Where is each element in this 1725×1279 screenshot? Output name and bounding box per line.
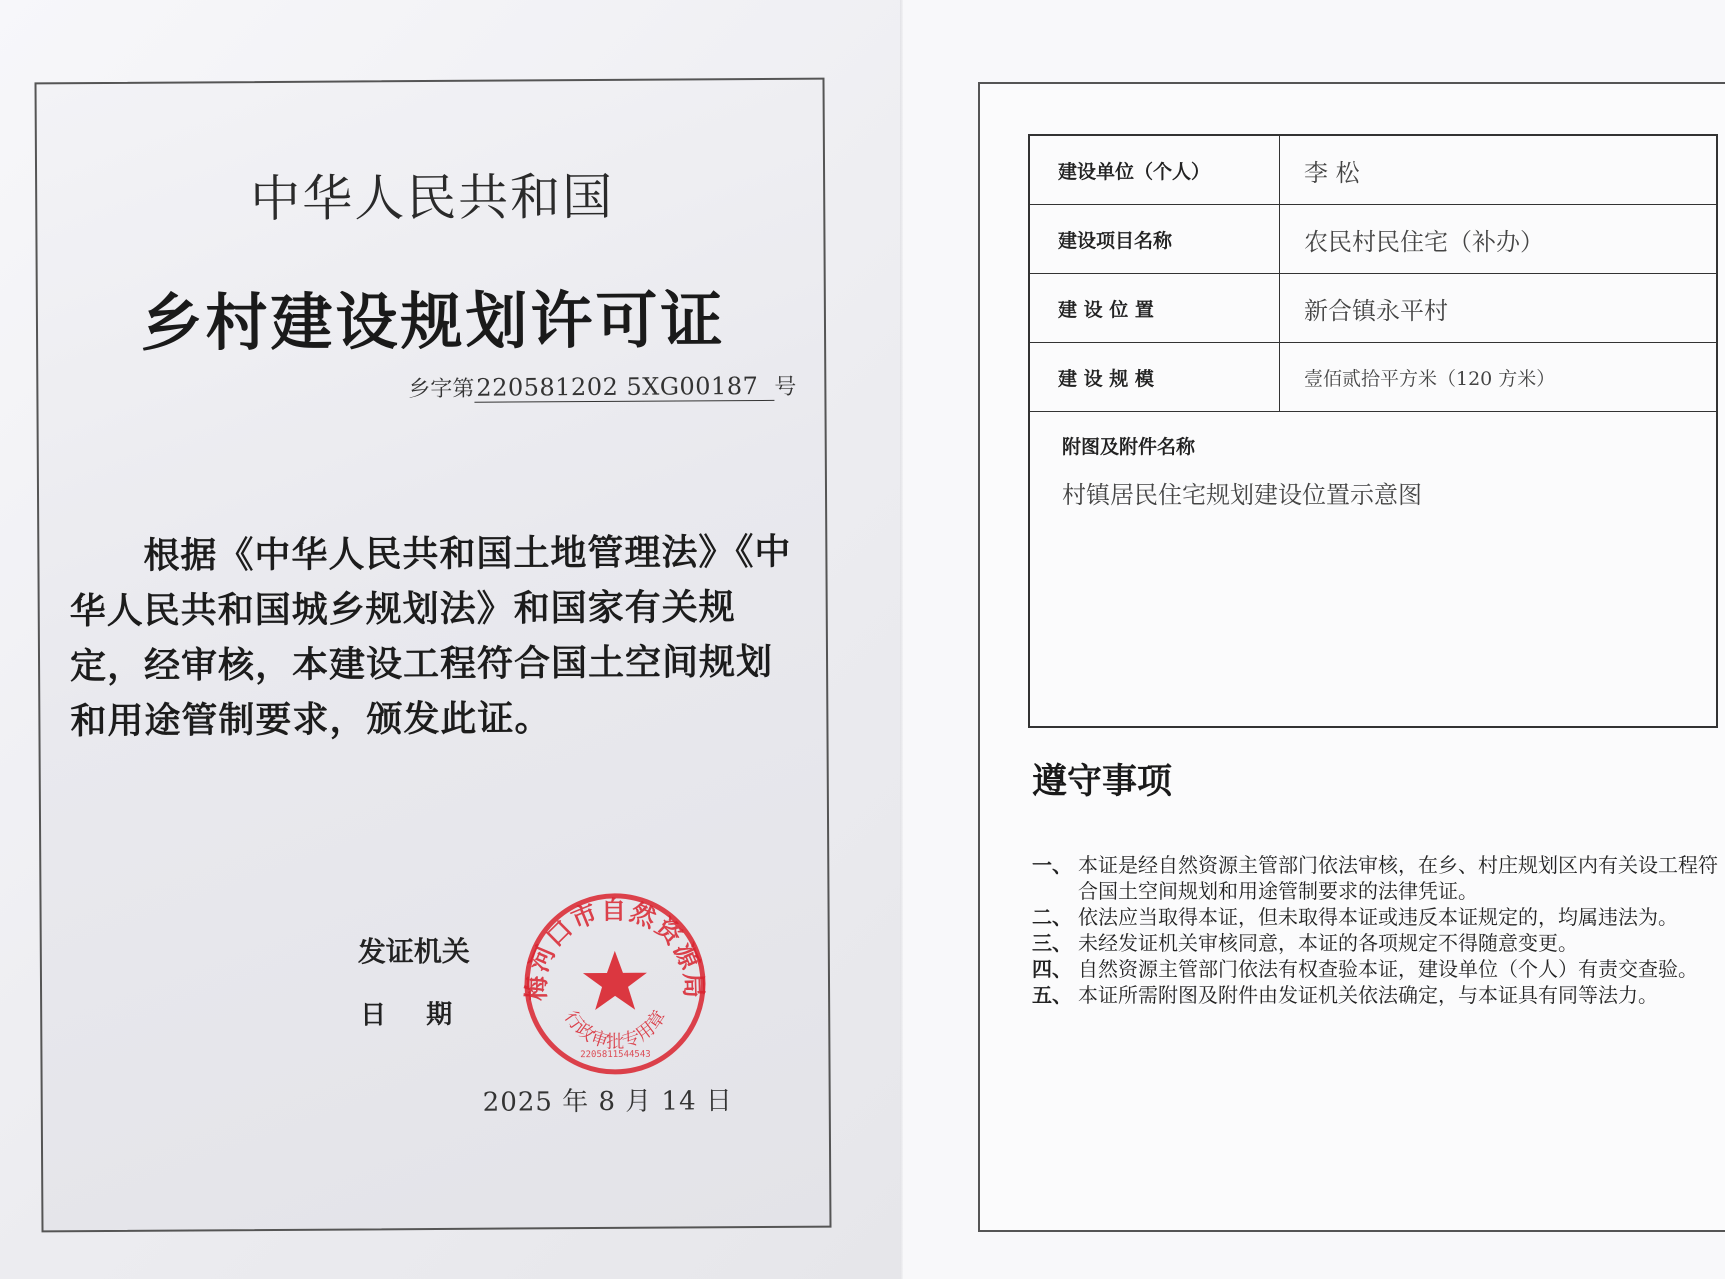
issuer-label: 发证机关 (357, 934, 470, 969)
certificate-number-value: 220581202 5XG00187 (474, 372, 774, 403)
table-row (1029, 412, 1717, 728)
list-item (1032, 982, 1725, 1008)
project-info-table (1028, 134, 1718, 728)
rules-list (1032, 852, 1725, 1008)
certificate-number-suffix: 号 (774, 374, 797, 400)
certificate-title: 乡村建设规划许可证 (140, 283, 726, 360)
table-row (1029, 135, 1717, 205)
rule-text: 自然资源主管部门依法有权查验本证，建设单位（个人）有责交查验。 (1078, 957, 1698, 981)
certificate-body-text: 根据《中华人民共和国土地管理法》《中华人民共和国城乡规划法》和国家有关规定，经审核，本建设工程符合国土空间规划和用途管制要求，颁发此证。 (69, 531, 792, 743)
official-seal-icon (519, 888, 710, 1079)
rule-index: 四、 (1032, 957, 1072, 981)
table-row (1029, 343, 1717, 412)
certificate-number (408, 370, 796, 403)
rule-index: 三、 (1032, 931, 1072, 955)
rule-index: 二、 (1032, 905, 1072, 929)
seal-star (583, 951, 647, 1010)
seal-inner-text: 行政审批专用章 (559, 1006, 671, 1053)
list-item (1032, 956, 1725, 982)
scale-label: 建 设 规 模 (1029, 343, 1280, 412)
rule-index: 一、 (1032, 853, 1072, 877)
list-item (1032, 852, 1725, 904)
builder-label: 建设单位（个人） (1029, 135, 1280, 205)
table-row (1029, 274, 1717, 343)
rule-text: 依法应当取得本证，但未取得本证或违反本证规定的，均属违法为。 (1078, 905, 1678, 929)
attachment-cell (1029, 412, 1717, 728)
certificate-cover-page (34, 78, 831, 1233)
certificate-detail-page (978, 82, 1725, 1232)
certificate-number-prefix: 乡字第 (408, 376, 475, 403)
scale-value: 壹佰贰拾平方米（120 方米） (1280, 343, 1718, 412)
issue-date: 2025 年 8 月 14 日 (482, 1086, 733, 1118)
seal-code: 2205811544543 (580, 1049, 651, 1061)
seal-outer-text: 梅河口市自然资源局 (521, 895, 709, 1002)
location-label: 建 设 位 置 (1029, 274, 1280, 343)
rule-text: 未经发证机关审核同意，本证的各项规定不得随意变更。 (1078, 931, 1578, 955)
rule-index: 五、 (1032, 983, 1072, 1007)
rules-title: 遵守事项 (1032, 762, 1173, 802)
date-label: 日期 (360, 999, 493, 1031)
project-name-value: 农民村民住宅（补办） (1280, 205, 1718, 274)
rule-text: 本证是经自然资源主管部门依法审核，在乡、村庄规划区内有关设工程符合国土空间规划和用途管制要求的法律凭证。 (1078, 853, 1718, 903)
list-item (1032, 930, 1725, 956)
attachment-value: 村镇居民住宅规划建设位置示意图 (1062, 481, 1422, 509)
svg-text:行政审批专用章 (560, 1007, 671, 1053)
rule-text: 本证所需附图及附件由发证机关依法确定，与本证具有同等法力。 (1078, 983, 1658, 1007)
list-item (1032, 904, 1725, 930)
location-value: 新合镇永平村 (1280, 274, 1718, 343)
country-name: 中华人民共和国 (250, 167, 615, 229)
attachment-label: 附图及附件名称 (1062, 436, 1196, 458)
builder-value: 李 松 (1280, 135, 1718, 205)
table-row (1029, 205, 1717, 274)
project-name-label: 建设项目名称 (1029, 205, 1280, 274)
